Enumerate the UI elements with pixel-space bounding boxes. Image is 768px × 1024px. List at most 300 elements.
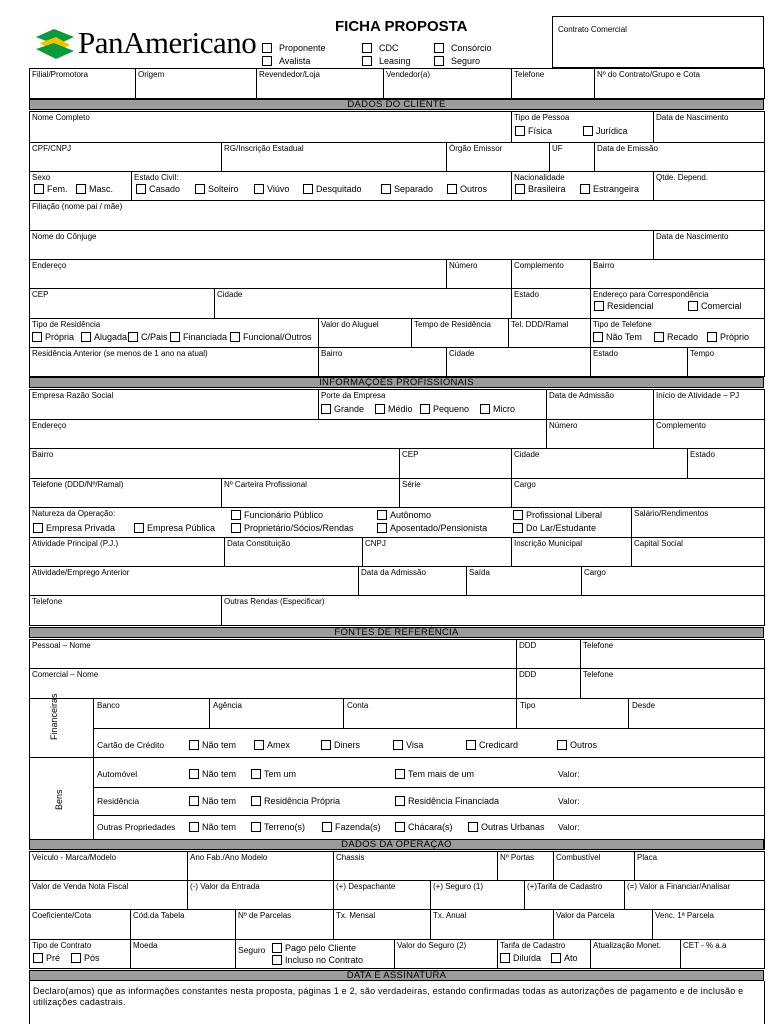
parcelas-label: Nº de Parcelas bbox=[238, 911, 292, 920]
tarifa-cadastro-label: (+)Tarifa de Cadastro bbox=[527, 882, 603, 891]
corresp-residencial-label: Residencial bbox=[607, 301, 654, 311]
nac-brasileira-option bbox=[515, 184, 566, 194]
nat-do-lar-label: Do Lar/Estudante bbox=[526, 523, 597, 533]
res-nao-tem-checkbox[interactable] bbox=[189, 796, 199, 806]
cpf-cnpj-label: CPF/CNPJ bbox=[32, 144, 72, 153]
nat-proprietario-checkbox[interactable] bbox=[231, 523, 241, 533]
civil-casado-checkbox[interactable] bbox=[136, 184, 146, 194]
column-line bbox=[764, 318, 765, 347]
tarifa-diluida-option bbox=[500, 953, 541, 963]
data-admissao-anterior-label: Data da Admissão bbox=[361, 568, 426, 577]
column-line bbox=[764, 880, 765, 909]
pessoa-juridica-label: Jurídica bbox=[596, 126, 628, 136]
prof-bairro-field[interactable] bbox=[30, 449, 399, 478]
residencia-financiada-label: Financiada bbox=[183, 332, 228, 342]
porte-pequeno-label: Pequeno bbox=[433, 404, 470, 414]
corresp-comercial-checkbox[interactable] bbox=[688, 301, 698, 311]
telefone-label: Telefone bbox=[514, 70, 545, 79]
vendedor-label: Vendedor(a) bbox=[386, 70, 431, 79]
nat-empresa-privada-option bbox=[33, 523, 115, 533]
auto-valor-label: Valor: bbox=[558, 769, 580, 779]
civil-casado-option bbox=[136, 184, 180, 194]
consorcio-checkbox[interactable] bbox=[434, 43, 444, 53]
chassis-label: Chassis bbox=[336, 853, 365, 862]
prof-cep-label: CEP bbox=[402, 450, 419, 459]
nat-empresa-publica-checkbox[interactable] bbox=[134, 523, 144, 533]
residencia-propria-checkbox[interactable] bbox=[32, 332, 42, 342]
civil-viuvo-option bbox=[254, 184, 289, 194]
tipo-tel-nao-tem-label: Não Tem bbox=[606, 332, 642, 342]
civil-separado-label: Separado bbox=[394, 184, 434, 194]
civil-solteiro-checkbox[interactable] bbox=[195, 184, 205, 194]
cartao-nao-tem-option bbox=[189, 740, 236, 750]
civil-desquitado-option bbox=[303, 184, 362, 194]
cartao-nao-tem-label: Não tem bbox=[202, 740, 237, 750]
seguro-incluso-label: Incluso no Contrato bbox=[285, 955, 364, 965]
sexo-masc-label: Masc. bbox=[89, 184, 114, 194]
ref-comercial-ddd-label: DDD bbox=[519, 670, 537, 679]
desde-label: Desde bbox=[632, 701, 656, 710]
residencia-propria-option bbox=[32, 332, 74, 342]
numero-label: Número bbox=[449, 261, 478, 270]
prof-endereco-label: Endereço bbox=[32, 421, 67, 430]
tipo-tel-recado-option bbox=[654, 332, 698, 342]
column-line bbox=[764, 230, 765, 259]
conta-label: Conta bbox=[347, 701, 369, 710]
res-financiada-label: Residência Financiada bbox=[408, 796, 500, 806]
residencia-cpais-option bbox=[128, 332, 168, 342]
nat-empresa-privada-checkbox[interactable] bbox=[33, 523, 43, 533]
bens-label: Bens bbox=[54, 789, 64, 810]
conjuge-data-nascimento-label: Data de Nascimento bbox=[656, 232, 729, 241]
outras-valor-label: Valor: bbox=[558, 822, 580, 832]
serie-label: Série bbox=[402, 480, 421, 489]
section-dados-cliente: DADOS DO CLIENTE bbox=[29, 99, 764, 110]
coeficiente-label: Coeficiente/Cota bbox=[32, 911, 92, 920]
column-line bbox=[764, 909, 765, 939]
outras-fazenda-option bbox=[322, 822, 381, 832]
placa-label: Placa bbox=[637, 853, 658, 862]
porte-grande-option bbox=[321, 404, 364, 414]
form-title: FICHA PROPOSTA bbox=[335, 18, 468, 35]
cep-field[interactable] bbox=[30, 289, 214, 318]
sexo-masc-checkbox[interactable] bbox=[76, 184, 86, 194]
residencia-financiada-option bbox=[170, 332, 227, 342]
column-line bbox=[764, 448, 765, 478]
data-emissao-label: Data de Emissão bbox=[597, 144, 658, 153]
cartao-credicard-label: Credicard bbox=[479, 740, 519, 750]
consorcio-label: Consórcio bbox=[451, 43, 492, 53]
conjuge-label: Nome do Cônjuge bbox=[32, 232, 97, 241]
cartao-amex-checkbox[interactable] bbox=[254, 740, 264, 750]
porte-empresa-label: Porte da Empresa bbox=[321, 391, 386, 400]
atividade-anterior-label: Atividade/Emprego Anterior bbox=[32, 568, 130, 577]
seguro-pago-cliente-checkbox[interactable] bbox=[272, 943, 282, 953]
civil-outros-checkbox[interactable] bbox=[447, 184, 457, 194]
res-nao-tem-label: Não tem bbox=[202, 796, 237, 806]
rule-line bbox=[93, 787, 765, 788]
residencia-funcional-option bbox=[230, 332, 312, 342]
tipo-tel-recado-label: Recado bbox=[667, 332, 699, 342]
outras-fazenda-checkbox[interactable] bbox=[322, 822, 332, 832]
column-line bbox=[764, 698, 765, 849]
residencia-funcional-checkbox[interactable] bbox=[230, 332, 240, 342]
seguro-checkbox[interactable] bbox=[434, 56, 444, 66]
cartao-diners-checkbox[interactable] bbox=[321, 740, 331, 750]
cartao-credicard-option bbox=[466, 740, 518, 750]
nome-completo-field[interactable] bbox=[30, 112, 511, 142]
seguro-1-label: (+) Seguro (1) bbox=[433, 882, 484, 891]
nat-autonomo-label: Autônomo bbox=[390, 510, 432, 520]
cartao-diners-option bbox=[321, 740, 360, 750]
estado-label: Estado bbox=[514, 290, 539, 299]
civil-viuvo-checkbox[interactable] bbox=[254, 184, 264, 194]
outras-chacara-label: Chácara(s) bbox=[408, 822, 453, 832]
res-financiada-option bbox=[395, 796, 499, 806]
res-anterior-cidade-label: Cidade bbox=[449, 349, 475, 358]
nat-profissional-liberal-label: Profissional Liberal bbox=[526, 510, 603, 520]
tipo-tel-nao-tem-checkbox[interactable] bbox=[593, 332, 603, 342]
ref-comercial-telefone-label: Telefone bbox=[583, 670, 614, 679]
column-line bbox=[764, 478, 765, 507]
cidade-field[interactable] bbox=[215, 289, 511, 318]
data-nascimento-label: Data de Nascimento bbox=[656, 113, 729, 122]
cet-label: CET - % a.a bbox=[683, 941, 727, 950]
brand-name: PanAmericano bbox=[78, 25, 257, 60]
column-line bbox=[764, 419, 765, 448]
nat-do-lar-checkbox[interactable] bbox=[513, 523, 523, 533]
tipo-residencia-label: Tipo de Residência bbox=[32, 320, 101, 329]
automovel-label: Automóvel bbox=[97, 769, 138, 779]
tipo-conta-label: Tipo bbox=[520, 701, 536, 710]
residencia-alugada-checkbox[interactable] bbox=[81, 332, 91, 342]
res-propria-checkbox[interactable] bbox=[251, 796, 261, 806]
civil-solteiro-option bbox=[195, 184, 239, 194]
tarifa-cad-label: Tarifa de Cadastro bbox=[500, 941, 566, 950]
cartao-visa-checkbox[interactable] bbox=[393, 740, 403, 750]
nat-funcionario-publico-checkbox[interactable] bbox=[231, 510, 241, 520]
prof-estado-label: Estado bbox=[690, 450, 715, 459]
tipo-tel-recado-checkbox[interactable] bbox=[654, 332, 664, 342]
avalista-label: Avalista bbox=[279, 56, 311, 66]
column-line bbox=[764, 981, 765, 1024]
cartao-diners-label: Diners bbox=[334, 740, 361, 750]
tx-anual-label: Tx. Anual bbox=[433, 911, 467, 920]
tipo-pessoa-label: Tipo de Pessoa bbox=[514, 113, 570, 122]
nat-autonomo-option bbox=[377, 510, 431, 520]
estado-civil-label: Estado Civil: bbox=[134, 173, 179, 182]
outras-urbanas-checkbox[interactable] bbox=[468, 822, 478, 832]
column-line bbox=[764, 939, 765, 968]
rg-label: RG/Inscrição Estadual bbox=[224, 144, 304, 153]
residencia-cpais-checkbox[interactable] bbox=[128, 332, 138, 342]
end-correspondencia-label: Endereço para Correspondência bbox=[593, 290, 709, 299]
seguro-label: Seguro bbox=[238, 945, 266, 955]
prof-complemento-label: Complemento bbox=[656, 421, 706, 430]
porte-grande-checkbox[interactable] bbox=[321, 404, 331, 414]
cartao-amex-option bbox=[254, 740, 290, 750]
column-line bbox=[764, 171, 765, 200]
tx-mensal-label: Tx. Mensal bbox=[336, 911, 376, 920]
ref-comercial-field[interactable] bbox=[30, 669, 516, 698]
tarifa-diluida-label: Diluída bbox=[513, 953, 542, 963]
outras-rendas-label: Outras Rendas (Especificar) bbox=[224, 597, 325, 606]
tarifa-ato-label: Ato bbox=[564, 953, 578, 963]
civil-outros-label: Outros bbox=[460, 184, 488, 194]
res-financiada-checkbox[interactable] bbox=[395, 796, 405, 806]
prof-cargo-label: Cargo bbox=[514, 480, 536, 489]
civil-desquitado-checkbox[interactable] bbox=[303, 184, 313, 194]
filial-label: Filial/Promotora bbox=[32, 70, 89, 79]
ref-pessoal-telefone-label: Telefone bbox=[583, 641, 614, 650]
column-line bbox=[764, 566, 765, 595]
outras-terreno-checkbox[interactable] bbox=[251, 822, 261, 832]
column-line bbox=[764, 389, 765, 419]
porte-grande-label: Grande bbox=[334, 404, 365, 414]
auto-tem-um-label: Tem um bbox=[264, 769, 297, 779]
outras-chacara-option bbox=[395, 822, 453, 832]
column-line bbox=[764, 668, 765, 698]
pessoa-juridica-checkbox[interactable] bbox=[583, 126, 593, 136]
complemento-label: Complemento bbox=[514, 261, 564, 270]
natureza-operacao-label: Natureza da Operação: bbox=[32, 509, 116, 518]
nat-empresa-publica-label: Empresa Pública bbox=[147, 523, 216, 533]
tipo-tel-proprio-label: Próprio bbox=[720, 332, 750, 342]
column-line bbox=[29, 981, 30, 1024]
res-anterior-estado-label: Estado bbox=[593, 349, 618, 358]
column-line bbox=[764, 595, 765, 625]
nat-funcionario-publico-label: Funcionário Público bbox=[244, 510, 324, 520]
residencia-alugada-option bbox=[81, 332, 127, 342]
prof-cidade-label: Cidade bbox=[514, 450, 540, 459]
column-line bbox=[764, 68, 765, 98]
prof-cnpj-label: CNPJ bbox=[365, 539, 386, 548]
porte-pequeno-option bbox=[420, 404, 469, 414]
cartao-credito-label: Cartão de Crédito bbox=[97, 740, 165, 750]
sexo-masc-option bbox=[76, 184, 113, 194]
civil-separado-option bbox=[381, 184, 433, 194]
numero-contrato-label: Nº do Contrato/Grupo e Cota bbox=[597, 70, 700, 79]
valor-entrada-label: (-) Valor da Entrada bbox=[190, 882, 260, 891]
residencia-alugada-label: Alugada bbox=[94, 332, 128, 342]
res-nao-tem-option bbox=[189, 796, 236, 806]
nac-estrangeira-label: Estrangeira bbox=[593, 184, 640, 194]
endereco-label: Endereço bbox=[32, 261, 67, 270]
avalista-checkbox[interactable] bbox=[262, 56, 272, 66]
proponente-checkbox[interactable] bbox=[262, 43, 272, 53]
endereco-field[interactable] bbox=[30, 260, 446, 288]
valor-parcela-label: Valor da Parcela bbox=[556, 911, 615, 920]
pessoa-fisica-label: Física bbox=[528, 126, 553, 136]
nat-aposentado-label: Aposentado/Pensionista bbox=[390, 523, 488, 533]
valor-venda-label: Valor de Venda Nota Fiscal bbox=[32, 882, 129, 891]
res-valor-label: Valor: bbox=[558, 796, 580, 806]
conta-field[interactable] bbox=[344, 699, 516, 728]
ref-comercial-label: Comercial – Nome bbox=[32, 670, 99, 679]
nat-profissional-liberal-checkbox[interactable] bbox=[513, 510, 523, 520]
column-line bbox=[29, 698, 30, 849]
sexo-fem-label: Fem. bbox=[47, 184, 68, 194]
ref-pessoal-ddd-label: DDD bbox=[519, 641, 537, 650]
outras-urbanas-label: Outras Urbanas bbox=[481, 822, 545, 832]
bairro-label: Bairro bbox=[593, 261, 615, 270]
corresp-residencial-checkbox[interactable] bbox=[594, 301, 604, 311]
porte-micro-checkbox[interactable] bbox=[480, 404, 490, 414]
seguro-pago-cliente-option bbox=[272, 943, 356, 953]
column-line bbox=[764, 259, 765, 288]
capital-social-label: Capital Social bbox=[634, 539, 683, 548]
qtde-depend-label: Qtde. Depend. bbox=[656, 173, 709, 182]
residencia-funcional-label: Funcional/Outros bbox=[243, 332, 312, 342]
auto-tem-mais-option bbox=[395, 769, 474, 779]
nac-estrangeira-checkbox[interactable] bbox=[580, 184, 590, 194]
nat-aposentado-checkbox[interactable] bbox=[377, 523, 387, 533]
auto-tem-um-option bbox=[251, 769, 296, 779]
tipo-tel-proprio-checkbox[interactable] bbox=[707, 332, 717, 342]
valor-financiar-label: (=) Valor a Financiar/Analisar bbox=[627, 882, 731, 891]
auto-tem-um-checkbox[interactable] bbox=[251, 769, 261, 779]
tel-ddd-label: Tel. DDD/Ramal bbox=[511, 320, 569, 329]
moeda-label: Moeda bbox=[133, 941, 158, 950]
contrato-comercial-label: Contrato Comercial bbox=[558, 25, 627, 34]
ref-pessoal-field[interactable] bbox=[30, 640, 516, 668]
cartao-visa-option bbox=[393, 740, 423, 750]
ref-pessoal-label: Pessoal – Nome bbox=[32, 641, 91, 650]
outras-terreno-label: Terreno(s) bbox=[264, 822, 306, 832]
pessoa-fisica-option bbox=[515, 126, 552, 136]
atividade-principal-label: Atividade Principal (P.J.) bbox=[32, 539, 119, 548]
cdc-label: CDC bbox=[379, 43, 399, 53]
column-line bbox=[764, 288, 765, 318]
carteira-profissional-label: Nº Carteira Profissional bbox=[224, 480, 307, 489]
seguro-incluso-checkbox[interactable] bbox=[272, 955, 282, 965]
nome-completo-label: Nome Completo bbox=[32, 113, 90, 122]
column-line bbox=[764, 111, 765, 142]
pessoa-juridica-option bbox=[583, 126, 628, 136]
civil-separado-checkbox[interactable] bbox=[381, 184, 391, 194]
outras-chacara-checkbox[interactable] bbox=[395, 822, 405, 832]
prof-bairro-label: Bairro bbox=[32, 450, 54, 459]
sexo-fem-checkbox[interactable] bbox=[34, 184, 44, 194]
auto-nao-tem-option bbox=[189, 769, 236, 779]
residencia-financiada-checkbox[interactable] bbox=[170, 332, 180, 342]
combustivel-label: Combustível bbox=[556, 853, 601, 862]
agencia-label: Agência bbox=[213, 701, 242, 710]
civil-solteiro-label: Solteiro bbox=[208, 184, 239, 194]
nac-estrangeira-option bbox=[580, 184, 639, 194]
prof-endereco-field[interactable] bbox=[30, 420, 546, 448]
contrato-pos-checkbox[interactable] bbox=[71, 953, 81, 963]
auto-tem-mais-checkbox[interactable] bbox=[395, 769, 405, 779]
cartao-outros-checkbox[interactable] bbox=[557, 740, 567, 750]
bairro-field[interactable] bbox=[591, 260, 764, 288]
residencia-propria-label: Própria bbox=[45, 332, 75, 342]
empresa-label: Empresa Razão Social bbox=[32, 391, 114, 400]
column-line bbox=[764, 639, 765, 668]
prof-telefone-label: Telefone (DDD/Nº/Ramal) bbox=[32, 480, 124, 489]
res-anterior-bairro-label: Bairro bbox=[321, 349, 343, 358]
civil-desquitado-label: Desquitado bbox=[316, 184, 362, 194]
seguro-incluso-option bbox=[272, 955, 363, 965]
despachante-label: (+) Despachante bbox=[336, 882, 396, 891]
financeiras-label: Financeiras bbox=[49, 693, 59, 740]
cartao-outros-label: Outros bbox=[570, 740, 598, 750]
nat-profissional-liberal-option bbox=[513, 510, 602, 520]
civil-casado-label: Casado bbox=[149, 184, 181, 194]
res-propria-option bbox=[251, 796, 340, 806]
cod-tabela-label: Cód.da Tabela bbox=[133, 911, 185, 920]
rule-line bbox=[29, 968, 765, 969]
outras-nao-tem-checkbox[interactable] bbox=[189, 822, 199, 832]
tempo-residencia-label: Tempo de Residência bbox=[414, 320, 491, 329]
seguro-pago-cliente-label: Pago pelo Cliente bbox=[285, 943, 357, 953]
cartao-credicard-checkbox[interactable] bbox=[466, 740, 476, 750]
section-fontes-referencia: FONTES DE REFERÊNCIA bbox=[29, 627, 764, 638]
column-line bbox=[764, 347, 765, 376]
outras-propriedades-label: Outras Propriedades bbox=[97, 822, 176, 832]
section-dados-operacao: DADOS DA OPERAÇÃO bbox=[29, 839, 764, 850]
auto-tem-mais-label: Tem mais de um bbox=[408, 769, 475, 779]
contrato-pos-option bbox=[71, 953, 100, 963]
prof-cargo-field[interactable] bbox=[512, 479, 764, 507]
outras-fazenda-label: Fazenda(s) bbox=[335, 822, 381, 832]
nac-brasileira-checkbox[interactable] bbox=[515, 184, 525, 194]
outras-urbanas-option bbox=[468, 822, 545, 832]
outras-nao-tem-label: Não tem bbox=[202, 822, 237, 832]
data-constituicao-label: Data Constituição bbox=[227, 539, 291, 548]
contrato-comercial-field[interactable] bbox=[552, 16, 764, 68]
rule-line bbox=[93, 728, 765, 729]
column-line bbox=[764, 851, 765, 880]
pessoa-fisica-checkbox[interactable] bbox=[515, 126, 525, 136]
cartao-nao-tem-checkbox[interactable] bbox=[189, 740, 199, 750]
cdc-checkbox[interactable] bbox=[362, 43, 372, 53]
auto-nao-tem-checkbox[interactable] bbox=[189, 769, 199, 779]
filiacao-field[interactable] bbox=[30, 201, 764, 230]
leasing-checkbox[interactable] bbox=[362, 56, 372, 66]
column-line bbox=[764, 142, 765, 171]
data-admissao-label: Data de Admissão bbox=[549, 391, 614, 400]
porte-pequeno-checkbox[interactable] bbox=[420, 404, 430, 414]
atualizacao-label: Atualização Monet. bbox=[593, 941, 662, 950]
cargo-anterior-field[interactable] bbox=[582, 567, 764, 595]
auto-nao-tem-label: Não tem bbox=[202, 769, 237, 779]
nac-brasileira-label: Brasileira bbox=[528, 184, 566, 194]
contrato-pre-option bbox=[33, 953, 60, 963]
cidade-label: Cidade bbox=[217, 290, 243, 299]
banco-label: Banco bbox=[97, 701, 120, 710]
header-type-checks bbox=[262, 43, 522, 69]
column-line bbox=[764, 200, 765, 230]
porte-medio-option bbox=[375, 404, 413, 414]
seguro-label: Seguro bbox=[451, 56, 481, 66]
porte-medio-checkbox[interactable] bbox=[375, 404, 385, 414]
porte-micro-label: Micro bbox=[493, 404, 515, 414]
corresp-comercial-option bbox=[688, 301, 742, 311]
conjuge-field[interactable] bbox=[30, 231, 653, 259]
declaracao-text: Declaro(amos) que as informações constantes nesta proposta, páginas 1 e 2, são verdadeiras, estando confirmadas todas as autorizações de pagamento e de inclusão e utilizações cadastrais. bbox=[33, 986, 744, 1007]
sexo-label: Sexo bbox=[32, 173, 51, 182]
contrato-pre-checkbox[interactable] bbox=[33, 953, 43, 963]
contrato-pre-label: Pré bbox=[46, 953, 61, 963]
filiacao-label: Filiação (nome pai / mãe) bbox=[32, 202, 123, 211]
cargo-anterior-label: Cargo bbox=[584, 568, 606, 577]
tarifa-diluida-checkbox[interactable] bbox=[500, 953, 510, 963]
column-line bbox=[764, 507, 765, 537]
tarifa-ato-checkbox[interactable] bbox=[551, 953, 561, 963]
nat-autonomo-checkbox[interactable] bbox=[377, 510, 387, 520]
section-informacoes-profissionais: INFORMAÇÕES PROFISSIONAIS bbox=[29, 377, 764, 388]
